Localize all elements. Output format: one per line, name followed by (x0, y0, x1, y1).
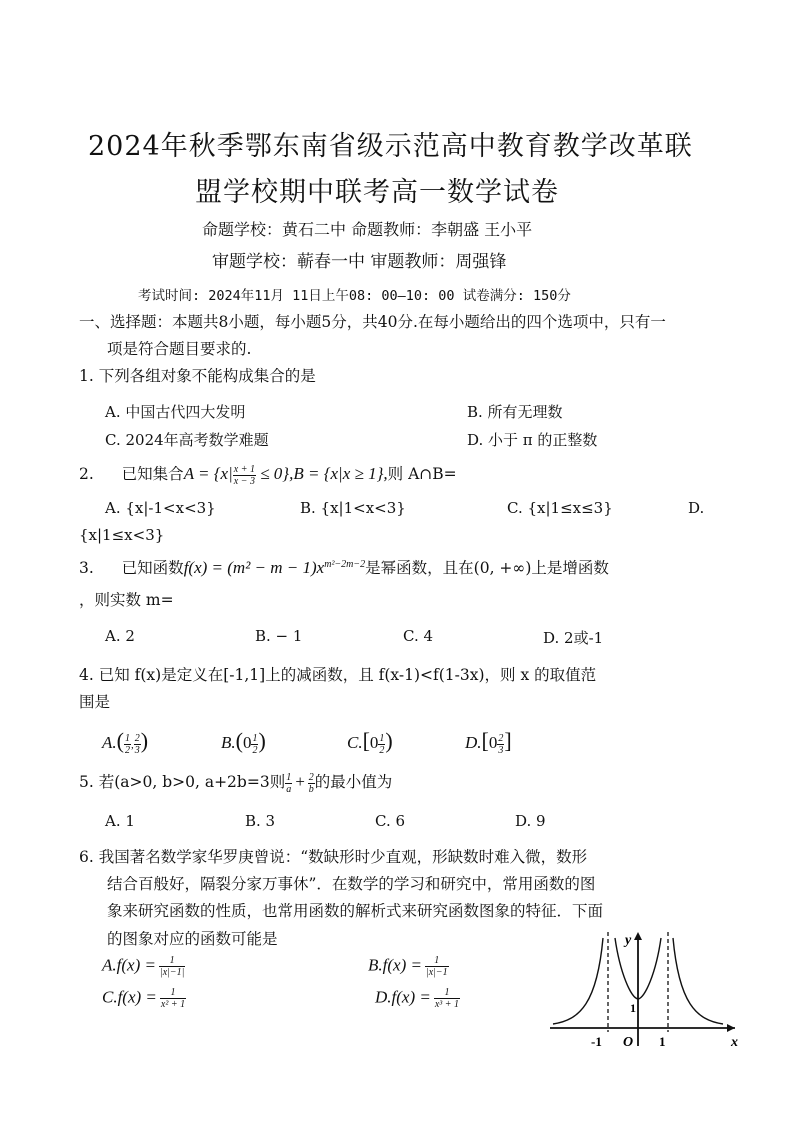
section-1-heading-cont: 项是符合题目要求的. (107, 340, 252, 358)
q3-exponent: m²−2m−2 (324, 558, 366, 570)
question-6-stem-line-3: 象来研究函数的性质，也常用函数的解析式来研究函数图象的特征．下面 (107, 902, 604, 920)
q2-option-c: C. {x|1≤x≤3} (507, 499, 613, 517)
origin-label: O (623, 1035, 634, 1050)
q2-option-d: D. (688, 499, 705, 517)
question-6-stem: 6. 我国著名数学家华罗庚曾说：“数缺形时少直观，形缺数时难入微，数形 (79, 848, 588, 866)
q6-option-d: D.f(x) = $\frac{1}{\text{x³ + 1}}$ (375, 987, 460, 1010)
title-line-1: 2024年秋季鄂东南省级示范高中教育教学改革联 (88, 131, 693, 162)
question-5-stem: 5. 若(a>0, b>0, a+2b=3则 $\frac{1}{a}$ + $\frac{2}{b}$ 的最小值为 (79, 771, 393, 795)
curve-left-branch (553, 938, 603, 1024)
q3-option-d: D. 2或-1 (543, 629, 604, 647)
q5-option-d: D. 9 (515, 812, 546, 830)
q3-tail: 是幂函数，且在(0, +∞)上是增函数 (365, 559, 609, 577)
title-line-2: 盟学校期中联考高一数学试卷 (195, 177, 559, 208)
question-4-stem-cont: 围是 (79, 693, 111, 711)
q2-option-b: B. {x|1<x<3} (300, 499, 406, 517)
question-6-stem-line-2: 结合百般好，隔裂分家万事休”．在数学的学习和研究中，常用函数的图 (107, 875, 596, 893)
q3-number: 3. (79, 559, 94, 577)
q4-option-b: B.(0 $\frac{1}{2}$ ) (221, 728, 266, 756)
q6-option-c: C.f(x) = $\frac{1}{\text{x² + 1}}$ (102, 987, 186, 1010)
q6-option-a: A.f(x) = $\frac{1}{|x|-1|}$ (102, 955, 185, 978)
q5-option-a: A. 1 (105, 812, 135, 830)
q2-set-a-lhs: A = {x| (183, 464, 233, 483)
q5-option-b: B. 3 (245, 812, 276, 830)
y-one-label: 1 (630, 1001, 636, 1015)
pos-one-label: 1 (659, 1034, 666, 1049)
q6-function-graph (545, 928, 745, 1052)
question-4-stem: 4. 已知 f(x)是定义在[-1,1]上的减函数，且 f(x-1)<f(1-3x)，则 x 的取值范 (79, 666, 597, 684)
q3-function: f(x) = (m² − m − 1)x (183, 558, 325, 577)
q5-option-c: C. 6 (375, 812, 406, 830)
q3-lead: 已知函数 (121, 559, 184, 577)
y-axis-label: y (625, 933, 632, 948)
q4-option-d: D.[0 $\frac{2}{3}$ ] (465, 728, 512, 756)
x-axis-label: x (731, 1035, 738, 1050)
section-1-heading: 一、选择题：本题共8小题，每小题5分，共40分.在每小题给出的四个选项中，只有一 (79, 313, 666, 331)
q6-option-b: B.f(x) = $\frac{1}{|x|-1}$ (368, 955, 448, 978)
exam-info: 考试时间: 2024年11月 11日上午08: 00—10: 00 试卷满分: 150分 (138, 288, 571, 304)
y-axis-arrow (634, 932, 642, 940)
question-3-stem (79, 556, 609, 578)
question-6-stem-line-4: 的图象对应的函数可能是 (107, 930, 278, 948)
q2-fraction: $\frac{x + 1}{x - 3}$ (233, 463, 255, 487)
q2-option-a: A. {x|-1<x<3} (105, 499, 216, 517)
x-axis-arrow (727, 1024, 735, 1032)
q2-tail: 则 A∩B= (387, 465, 457, 483)
question-3-stem-cont: ，则实数 m= (79, 591, 174, 609)
q4-option-a: A.( $\frac{1}{2}$ , $\frac{2}{3}$ ) (102, 728, 149, 756)
q1-option-d: D. 小于 π 的正整数 (467, 431, 598, 449)
q1-option-b: B. 所有无理数 (467, 403, 563, 421)
question-2-stem (79, 462, 457, 487)
question-1-stem: 1. 下列各组对象不能构成集合的是 (79, 367, 316, 385)
q3-option-c: C. 4 (403, 627, 434, 645)
q2-lead: 已知集合 (121, 465, 184, 483)
reviewer-info: 审题学校：蕲春一中 审题教师：周强锋 (212, 252, 507, 272)
q3-option-a: A. 2 (105, 627, 135, 645)
q1-option-c: C. 2024年高考数学难题 (105, 431, 269, 449)
q3-option-b: B. − 1 (255, 627, 303, 645)
proposer-info: 命题学校：黄石二中 命题教师：李朝盛 王小平 (202, 220, 533, 239)
q4-option-c: C.[0 $\frac{1}{2}$ ) (347, 728, 393, 756)
neg-one-label: -1 (591, 1034, 602, 1049)
q2-number: 2. (79, 465, 94, 483)
q2-option-d-cont: {x|1≤x<3} (79, 526, 165, 544)
curve-right-branch (673, 938, 723, 1024)
q1-option-a: A. 中国古代四大发明 (105, 403, 246, 421)
q2-set-a-rhs: ≤ 0},B = {x|x ≥ 1}, (255, 464, 388, 483)
